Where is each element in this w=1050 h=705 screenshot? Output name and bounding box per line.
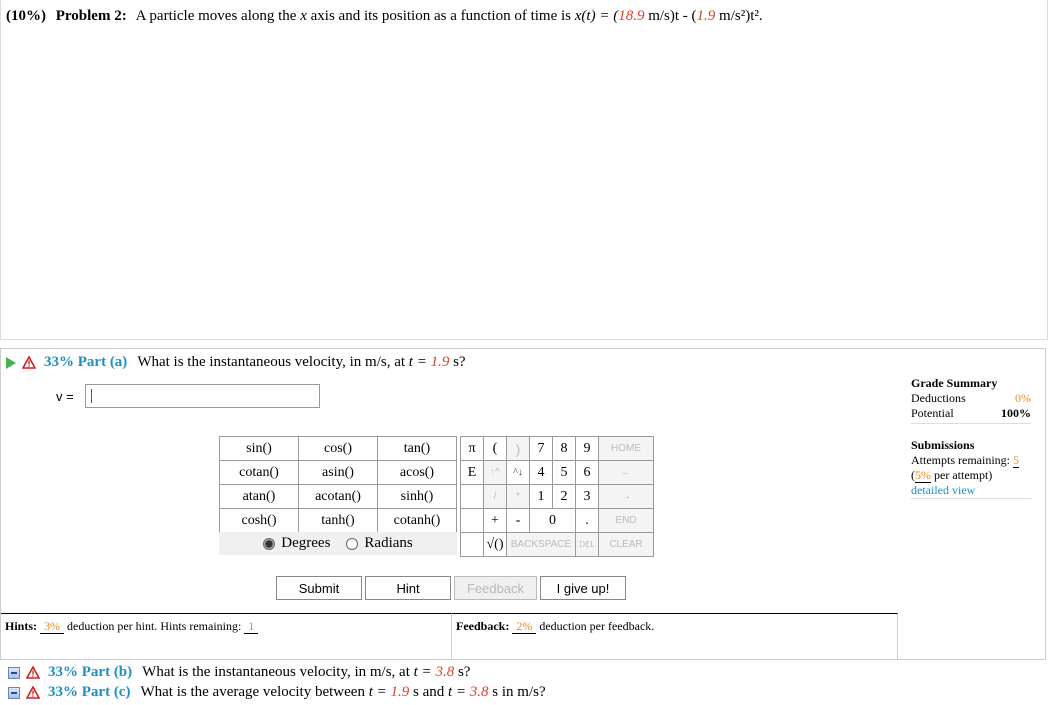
hints-label: Hints: (5, 619, 38, 633)
part-c-header[interactable] (8, 684, 546, 701)
atan-button[interactable]: atan() (220, 485, 299, 509)
cotanh-button[interactable]: cotanh() (378, 509, 457, 533)
answer-label: v = (56, 389, 74, 404)
pi-key[interactable]: π (461, 437, 484, 461)
superscript-up-key[interactable]: ↑^ (484, 461, 507, 485)
eq-mid: m/s)t - ( (644, 8, 697, 24)
key-0[interactable]: 0 (530, 509, 576, 533)
feedback-pct: 2% (512, 619, 536, 634)
feedback-text: deduction per feedback. (539, 619, 655, 633)
warning-icon (26, 666, 40, 679)
feedback-box (451, 613, 898, 660)
expand-triangle-icon[interactable] (6, 357, 16, 369)
hints-pct: 3% (40, 619, 64, 634)
part-b-unit: s? (457, 664, 471, 680)
deductions-value: 0% (1015, 391, 1031, 405)
part-c-question: What is the average velocity between (140, 684, 365, 700)
divide-key[interactable]: / (484, 485, 507, 509)
key-6[interactable]: 6 (576, 461, 599, 485)
acceleration-value: 1.9 (696, 8, 716, 24)
problem-statement (6, 8, 763, 25)
part-a-label: Part (a) (77, 354, 128, 370)
radians-label: Radians (364, 535, 413, 551)
clear-key[interactable]: CLEAR (599, 533, 654, 557)
cos-button[interactable]: cos() (299, 437, 378, 461)
grade-summary-title: Grade Summary (911, 376, 998, 390)
deductions-label: Deductions (911, 391, 966, 405)
feedback-button[interactable]: Feedback (454, 576, 537, 600)
plus-key[interactable]: + (484, 509, 507, 533)
acos-button[interactable]: acos() (378, 461, 457, 485)
degrees-radio[interactable] (263, 538, 275, 550)
part-b-percent: 33% (48, 664, 78, 680)
part-a-question: What is the instantaneous velocity, in m/s, at (137, 354, 406, 370)
grade-summary (911, 376, 1031, 499)
e-key[interactable]: E (461, 461, 484, 485)
answer-input[interactable] (85, 384, 320, 408)
key-4[interactable]: 4 (530, 461, 553, 485)
part-c-t2-eq: t = (448, 684, 467, 700)
per-attempt-text: per attempt) (934, 468, 993, 482)
problem-title: Problem 2: (55, 8, 127, 24)
degrees-label: Degrees (281, 535, 331, 551)
part-c-t1-eq: t = (368, 684, 387, 700)
angle-mode (219, 532, 457, 555)
collapse-icon[interactable] (8, 687, 20, 699)
feedback-label: Feedback: (456, 619, 510, 633)
key-8[interactable]: 8 (553, 437, 576, 461)
part-a-time: 1.9 (430, 354, 450, 370)
asin-button[interactable]: asin() (299, 461, 378, 485)
sin-button[interactable]: sin() (220, 437, 299, 461)
per-attempt-pct: 5% (915, 468, 931, 482)
sinh-button[interactable]: sinh() (378, 485, 457, 509)
multiply-key[interactable]: * (507, 485, 530, 509)
part-b-header[interactable] (8, 664, 470, 681)
attempts-value: 5 (1012, 453, 1019, 467)
acotan-button[interactable]: acotan() (299, 485, 378, 509)
initial-velocity-value: 18.9 (618, 8, 645, 24)
empty-key (461, 485, 484, 509)
key-9[interactable]: 9 (576, 437, 599, 461)
give-up-button[interactable]: I give up! (540, 576, 626, 600)
part-a-unit: s? (453, 354, 466, 370)
minus-key[interactable]: - (507, 509, 530, 533)
cotan-button[interactable]: cotan() (220, 461, 299, 485)
tanh-button[interactable]: tanh() (299, 509, 378, 533)
warning-icon (22, 356, 36, 369)
right-arrow-key[interactable]: → (599, 485, 654, 509)
problem-panel (0, 0, 1048, 340)
submissions-title: Submissions (911, 438, 975, 452)
hint-button[interactable]: Hint (365, 576, 451, 600)
key-1[interactable]: 1 (530, 485, 553, 509)
part-a-header (6, 354, 466, 371)
part-b-t-eq: t = (413, 664, 432, 680)
problem-text: A particle moves along the (135, 8, 297, 24)
empty-key (461, 533, 484, 557)
sqrt-key[interactable]: √() (484, 533, 507, 557)
collapse-icon[interactable] (8, 667, 20, 679)
superscript-down-key[interactable]: ^↓ (507, 461, 530, 485)
part-c-unit: s in m/s? (492, 684, 546, 700)
part-c-label: Part (c) (81, 684, 131, 700)
submit-button[interactable]: Submit (276, 576, 362, 600)
per-attempt-paren: ( (911, 468, 915, 482)
part-b-time: 3.8 (435, 664, 455, 680)
attempts-label: Attempts remaining: (911, 453, 1010, 467)
key-2[interactable]: 2 (553, 485, 576, 509)
problem-axis-var: x (300, 8, 307, 24)
numeric-keypad (460, 436, 654, 557)
end-key[interactable]: END (599, 509, 654, 533)
del-key[interactable]: DEL (576, 533, 599, 557)
key-7[interactable]: 7 (530, 437, 553, 461)
function-keypad (219, 436, 457, 533)
eq-end: m/s²)t². (715, 8, 763, 24)
part-b-question: What is the instantaneous velocity, in m/s, at (142, 664, 410, 680)
potential-value: 100% (1001, 406, 1031, 420)
hints-remaining: 1 (244, 619, 258, 634)
part-c-percent: 33% (48, 684, 78, 700)
potential-label: Potential (911, 406, 954, 420)
home-key[interactable]: HOME (599, 437, 654, 461)
decimal-key[interactable]: . (576, 509, 599, 533)
backspace-key[interactable]: BACKSPACE (507, 533, 576, 557)
open-paren-key[interactable]: ( (484, 437, 507, 461)
part-c-time2: 3.8 (469, 684, 489, 700)
hints-text: deduction per hint. Hints remaining: (67, 619, 242, 633)
hints-box (1, 613, 451, 660)
left-arrow-key[interactable]: ← (599, 461, 654, 485)
part-c-and: s and (413, 684, 445, 700)
cosh-button[interactable]: cosh() (220, 509, 299, 533)
problem-weight: (10%) (6, 8, 46, 24)
part-a-percent: 33% (44, 354, 74, 370)
warning-icon (26, 686, 40, 699)
detailed-view-link[interactable]: detailed view (911, 483, 1031, 499)
part-b-label: Part (b) (81, 664, 133, 680)
key-3[interactable]: 3 (576, 485, 599, 509)
radians-radio[interactable] (346, 538, 358, 550)
tan-button[interactable]: tan() (378, 437, 457, 461)
key-5[interactable]: 5 (553, 461, 576, 485)
close-paren-key[interactable]: ) (507, 437, 530, 461)
part-c-time1: 1.9 (390, 684, 410, 700)
part-a-t-eq: t = (408, 354, 427, 370)
problem-text-mid: axis and its position as a function of time is (310, 8, 572, 24)
empty-key (461, 509, 484, 533)
eq-lhs: x(t) = ( (574, 8, 619, 24)
